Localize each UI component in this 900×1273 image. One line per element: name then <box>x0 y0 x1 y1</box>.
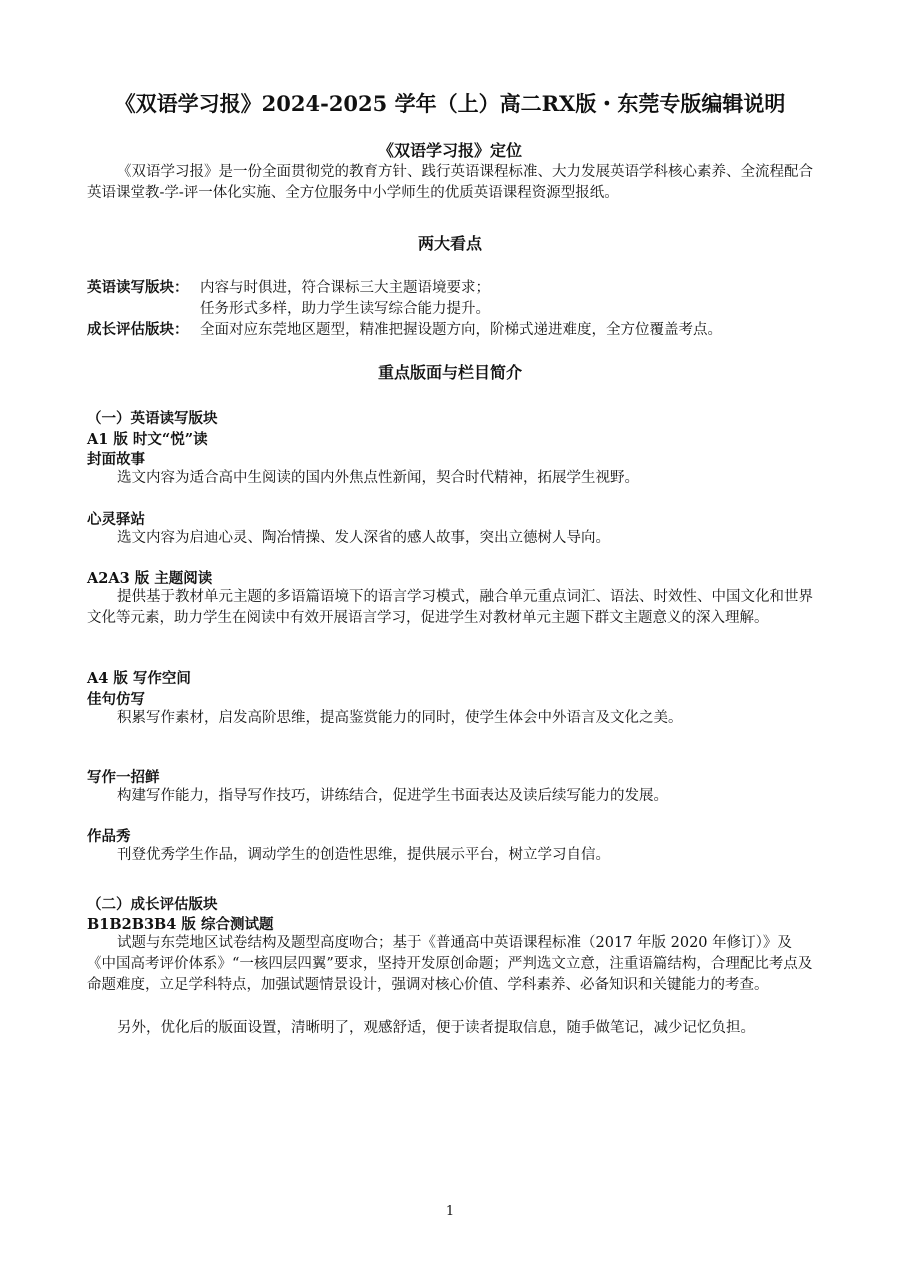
a2a3-heading: A2A3 版 主题阅读 <box>87 570 213 587</box>
part1-heading: （一）英语读写版块 <box>87 411 218 427</box>
b-heading: B1B2B3B4 版 综合测试题 <box>87 916 274 933</box>
writing-text: 构建写作能力，指导写作技巧，讲练结合，促进学生书面表达及读后续写能力的发展。 <box>117 788 668 804</box>
a1-heading: A1 版 时文“悦”读 <box>87 431 208 448</box>
a2a3-text: 提供基于教材单元主题的多语篇语境下的语言学习模式，融合单元重点词汇、语法、时效性、中国文化和世界文化等元素，助力学生在阅读中有效开展语言学习，促进学生对教材单元主题下群文主题意义的深入理解。 <box>87 589 813 626</box>
rw-line1: 内容与时俱进，符合课标三大主题语境要求； <box>200 280 490 296</box>
part2-heading: （二）成长评估版块 <box>87 897 218 913</box>
eval-label: 成长评估版块： <box>87 322 189 338</box>
positioning-heading: 《双语学习报》定位 <box>377 141 522 160</box>
cover-story-title: 封面故事 <box>87 452 145 468</box>
works-title: 作品秀 <box>87 829 131 845</box>
highlights-heading: 两大看点 <box>417 234 482 253</box>
sentence-text: 积累写作素材，启发高阶思维，提高鉴赏能力的同时，使学生体会中外语言及文化之美。 <box>117 710 683 726</box>
extra-text: 另外，优化后的版面设置，清晰明了，观感舒适，便于读者提取信息，随手做笔记，减少记忆负担。 <box>117 1020 755 1036</box>
rw-line2: 任务形式多样，助力学生读写综合能力提升。 <box>200 301 490 317</box>
columns-heading: 重点版面与栏目简介 <box>377 363 522 382</box>
sentence-title: 佳句仿写 <box>87 692 145 708</box>
cover-story-text: 选文内容为适合高中生阅读的国内外焦点性新闻，契合时代精神，拓展学生视野。 <box>117 470 639 486</box>
page-number: 1 <box>445 1204 455 1219</box>
soul-text: 选文内容为启迪心灵、陶冶情操、发人深省的感人故事，突出立德树人导向。 <box>117 530 610 546</box>
soul-title: 心灵驿站 <box>87 512 145 528</box>
a4-heading: A4 版 写作空间 <box>87 670 191 687</box>
works-text: 刊登优秀学生作品，调动学生的创造性思维，提供展示平台，树立学习自信。 <box>117 847 610 863</box>
b-text: 试题与东莞地区试卷结构及题型高度吻合；基于《普通高中英语课程标准（2017 年版 2020 年修订）》及《中国高考评价体系》“一核四层四翼”要求，坚持开发原创命题；严判选文立意，注重语篇结构，合理配比考点及命题难度，立足学科特点，加强试题情景设计，强调对核心价值、学科素养、必备知识和关键能力的考查。 <box>87 935 813 993</box>
rw-label: 英语读写版块： <box>87 280 189 296</box>
positioning-text: 《双语学习报》是一份全面贯彻党的教育方针、践行英语课程标准、大力发展英语学科核心素养、全流程配合英语课堂教-学-评一体化实施、全方位服务中小学师生的优质英语课程资源型报纸。 <box>87 164 813 201</box>
writing-title: 写作一招鲜 <box>87 770 160 786</box>
eval-line: 全面对应东莞地区题型，精准把握设题方向，阶梯式递进难度，全方位覆盖考点。 <box>200 322 722 338</box>
document-title: 《双语学习报》2024-2025 学年（上）高二RX版・东莞专版编辑说明 <box>114 91 786 116</box>
